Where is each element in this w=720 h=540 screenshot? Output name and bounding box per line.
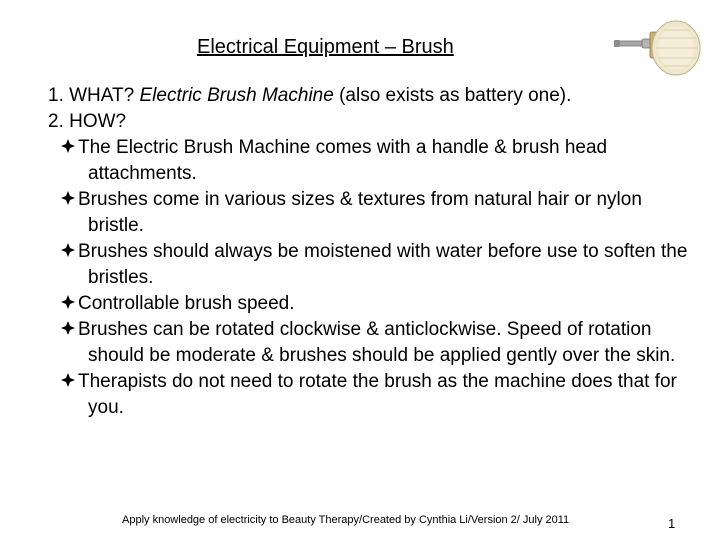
bullet-text: Controllable brush speed. [78, 293, 295, 314]
bullet-text: Brushes come in various sizes & textures from natural hair or nylon bristle. [78, 189, 642, 236]
list-item [48, 135, 698, 187]
what-note: (also exists as battery one). [333, 85, 572, 106]
list-item [48, 187, 698, 239]
slide-footer: Apply knowledge of electricity to Beauty Therapy/Created by Cynthia Li/Version 2/ July 2011 [122, 514, 570, 526]
what-line [48, 83, 698, 109]
diamond-bullet-icon [60, 242, 76, 258]
page-number: 1 [668, 516, 676, 531]
list-item [48, 239, 698, 291]
bullet-text: The Electric Brush Machine comes with a handle & brush head attachments. [78, 137, 608, 184]
diamond-bullet-icon [60, 320, 76, 336]
diamond-bullet-icon [60, 294, 76, 310]
bullet-text: Brushes can be rotated clockwise & anticlockwise. Speed of rotation should be moderate & brushes should be applied gently over the skin. [78, 319, 676, 366]
rotary-brush-head-icon [612, 18, 704, 84]
diamond-bullet-icon [60, 138, 76, 154]
diamond-bullet-icon [60, 372, 76, 388]
bullet-text: Brushes should always be moistened with water before use to soften the bristles. [78, 241, 688, 288]
slide-body [48, 83, 698, 421]
slide-title: Electrical Equipment – Brush [197, 36, 454, 58]
what-device: Electric Brush Machine [139, 85, 334, 106]
how-label: 2. HOW? [48, 111, 127, 132]
list-item [48, 317, 698, 369]
list-item [48, 369, 698, 421]
what-label: 1. WHAT? [48, 85, 140, 106]
list-item [48, 291, 698, 317]
bullet-text: Therapists do not need to rotate the brush as the machine does that for you. [78, 371, 677, 418]
diamond-bullet-icon [60, 190, 76, 206]
